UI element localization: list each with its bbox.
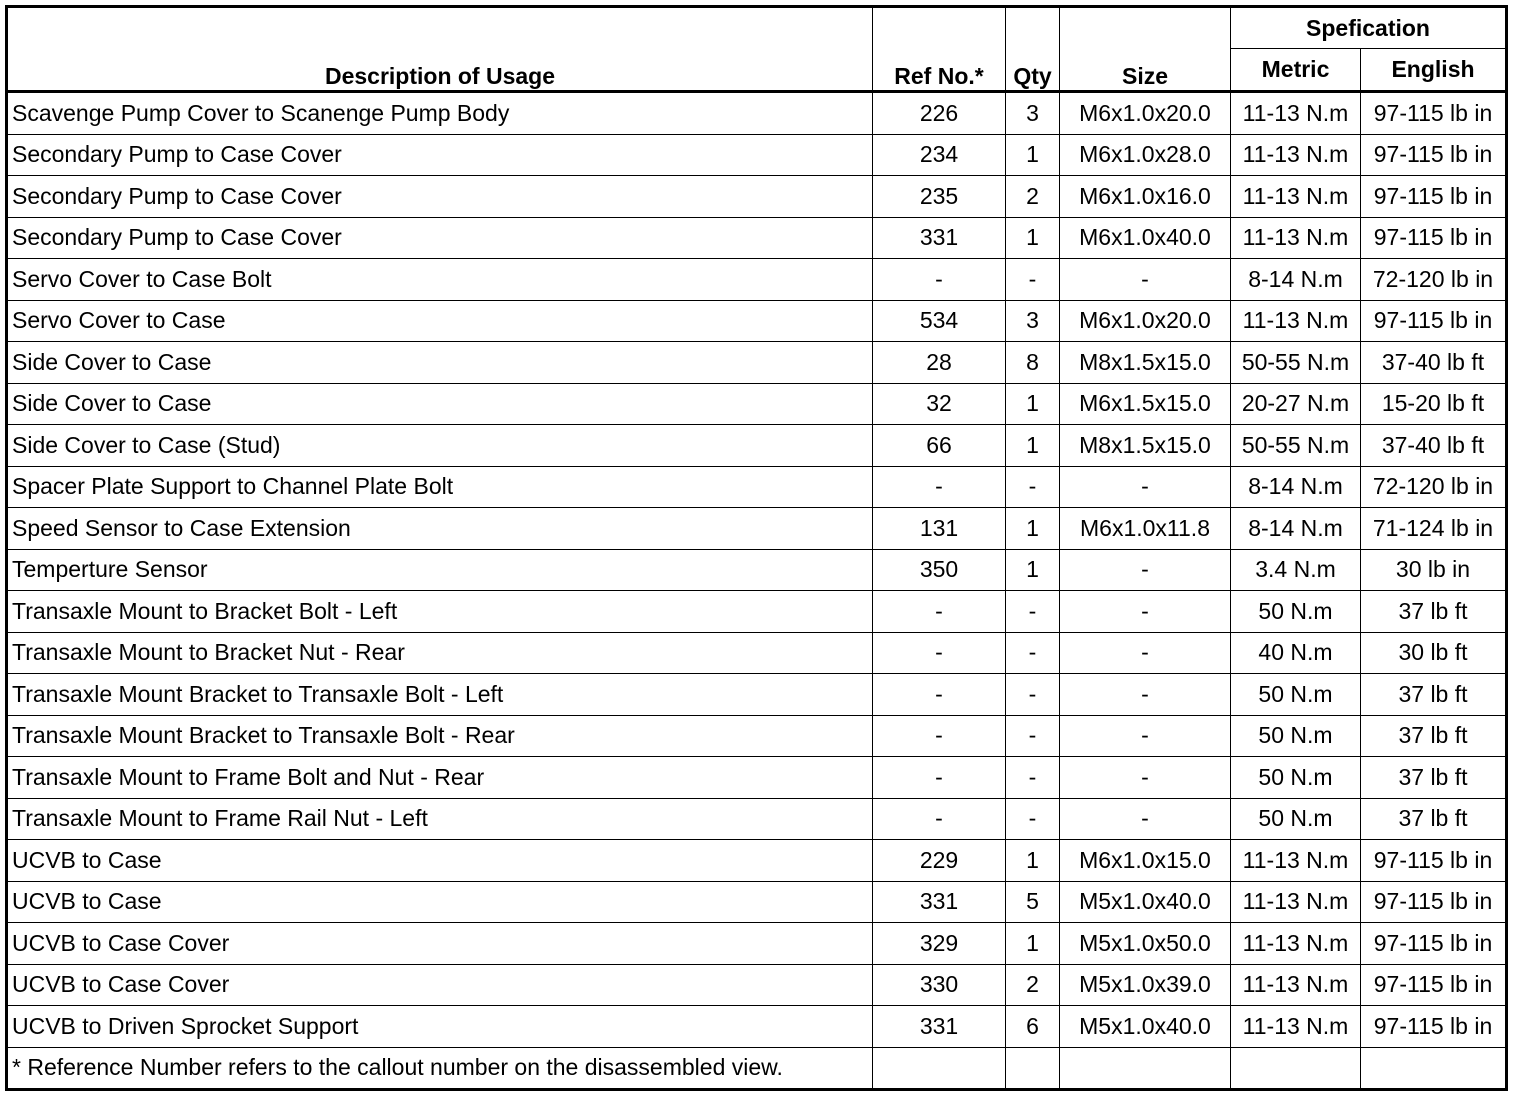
cell-qty: 2 [1006,176,1060,218]
table-row [7,923,1507,965]
cell-metric: 3.4 N.m [1231,549,1361,591]
cell-english: 71-124 lb in [1361,508,1507,550]
cell-qty: 8 [1006,342,1060,384]
table-row [7,1006,1507,1048]
cell-ref-no: - [873,674,1006,716]
cell-english: 37 lb ft [1361,798,1507,840]
cell-size: M5x1.0x40.0 [1060,881,1231,923]
cell-english: 97-115 lb in [1361,300,1507,342]
cell-size: M6x1.0x28.0 [1060,134,1231,176]
cell-ref-no: 235 [873,176,1006,218]
cell-ref-no: 329 [873,923,1006,965]
cell-size: M8x1.5x15.0 [1060,342,1231,384]
cell-qty: 6 [1006,1006,1060,1048]
cell-qty: - [1006,798,1060,840]
cell-qty: 1 [1006,383,1060,425]
cell-ref-no: 234 [873,134,1006,176]
cell-english: 72-120 lb in [1361,259,1507,301]
cell-qty: - [1006,715,1060,757]
cell-english: 37 lb ft [1361,591,1507,633]
cell-metric: 8-14 N.m [1231,508,1361,550]
cell-qty: 1 [1006,508,1060,550]
table-row [7,591,1507,633]
cell-english: 97-115 lb in [1361,840,1507,882]
table-row [7,964,1507,1006]
cell-description: Transaxle Mount Bracket to Transaxle Bolt - Left [7,674,873,716]
cell-ref-no: 226 [873,92,1006,135]
cell-size: M5x1.0x40.0 [1060,1006,1231,1048]
cell-english: 37 lb ft [1361,674,1507,716]
cell-ref-no: 28 [873,342,1006,384]
table-row [7,92,1507,135]
table-row [7,425,1507,467]
cell-ref-no: 131 [873,508,1006,550]
cell-description: Scavenge Pump Cover to Scanenge Pump Body [7,92,873,135]
cell-english: 30 lb in [1361,549,1507,591]
cell-qty: - [1006,674,1060,716]
cell-ref-no: - [873,466,1006,508]
table-row [7,259,1507,301]
header-qty: Qty [1006,7,1060,92]
cell-qty: - [1006,591,1060,633]
cell-size: M6x1.0x20.0 [1060,300,1231,342]
cell-ref-no: 331 [873,217,1006,259]
table-row [7,840,1507,882]
footnote-row [7,1047,1507,1089]
cell-metric: 11-13 N.m [1231,964,1361,1006]
cell-size: - [1060,591,1231,633]
empty-cell [1231,1047,1361,1089]
cell-ref-no: - [873,632,1006,674]
table-row [7,715,1507,757]
footnote: * Reference Number refers to the callout number on the disassembled view. [7,1047,873,1089]
cell-ref-no: - [873,591,1006,633]
cell-size: M6x1.0x15.0 [1060,840,1231,882]
empty-cell [1361,1047,1507,1089]
cell-description: Servo Cover to Case [7,300,873,342]
cell-ref-no: - [873,715,1006,757]
cell-size: - [1060,757,1231,799]
cell-metric: 11-13 N.m [1231,923,1361,965]
cell-metric: 8-14 N.m [1231,259,1361,301]
table-row [7,798,1507,840]
cell-ref-no: 32 [873,383,1006,425]
cell-qty: 3 [1006,300,1060,342]
empty-cell [1060,1047,1231,1089]
cell-english: 37 lb ft [1361,715,1507,757]
cell-ref-no: 350 [873,549,1006,591]
cell-metric: 11-13 N.m [1231,840,1361,882]
cell-english: 30 lb ft [1361,632,1507,674]
cell-description: Transaxle Mount to Frame Rail Nut - Left [7,798,873,840]
table-row [7,176,1507,218]
cell-ref-no: 229 [873,840,1006,882]
cell-qty: - [1006,466,1060,508]
cell-size: - [1060,549,1231,591]
cell-ref-no: - [873,798,1006,840]
cell-description: Secondary Pump to Case Cover [7,176,873,218]
table-row [7,508,1507,550]
table-header [7,7,1507,92]
table-row [7,632,1507,674]
cell-ref-no: - [873,259,1006,301]
cell-metric: 20-27 N.m [1231,383,1361,425]
table-row [7,674,1507,716]
cell-english: 72-120 lb in [1361,466,1507,508]
cell-metric: 50 N.m [1231,798,1361,840]
header-specification: Spefication [1231,7,1507,49]
cell-ref-no: 330 [873,964,1006,1006]
cell-english: 97-115 lb in [1361,217,1507,259]
cell-english: 37-40 lb ft [1361,342,1507,384]
table-row [7,549,1507,591]
cell-description: Transaxle Mount to Bracket Nut - Rear [7,632,873,674]
cell-metric: 11-13 N.m [1231,134,1361,176]
cell-english: 97-115 lb in [1361,1006,1507,1048]
cell-size: - [1060,466,1231,508]
cell-ref-no: 331 [873,1006,1006,1048]
cell-size: - [1060,674,1231,716]
cell-qty: 5 [1006,881,1060,923]
cell-size: - [1060,259,1231,301]
cell-size: M6x1.0x20.0 [1060,92,1231,135]
cell-size: - [1060,798,1231,840]
cell-description: Secondary Pump to Case Cover [7,217,873,259]
cell-metric: 50 N.m [1231,591,1361,633]
table-row [7,466,1507,508]
table-row [7,881,1507,923]
cell-description: UCVB to Case Cover [7,964,873,1006]
cell-qty: 1 [1006,923,1060,965]
cell-qty: 1 [1006,217,1060,259]
cell-size: M6x1.0x11.8 [1060,508,1231,550]
cell-description: Transaxle Mount to Frame Bolt and Nut - Rear [7,757,873,799]
cell-qty: - [1006,757,1060,799]
cell-metric: 50 N.m [1231,757,1361,799]
cell-metric: 11-13 N.m [1231,881,1361,923]
cell-metric: 11-13 N.m [1231,217,1361,259]
cell-english: 37-40 lb ft [1361,425,1507,467]
cell-size: M6x1.0x40.0 [1060,217,1231,259]
cell-qty: 1 [1006,549,1060,591]
cell-ref-no: 534 [873,300,1006,342]
table-body [7,92,1507,1048]
cell-metric: 8-14 N.m [1231,466,1361,508]
cell-size: - [1060,715,1231,757]
cell-metric: 50 N.m [1231,674,1361,716]
cell-english: 97-115 lb in [1361,964,1507,1006]
cell-qty: - [1006,632,1060,674]
empty-cell [1006,1047,1060,1089]
empty-cell [873,1047,1006,1089]
table-row [7,757,1507,799]
table-row [7,342,1507,384]
table-row [7,383,1507,425]
cell-metric: 11-13 N.m [1231,92,1361,135]
header-english: English [1361,49,1507,92]
cell-ref-no: 331 [873,881,1006,923]
cell-description: Side Cover to Case (Stud) [7,425,873,467]
cell-metric: 40 N.m [1231,632,1361,674]
cell-size: M6x1.0x16.0 [1060,176,1231,218]
table-row [7,134,1507,176]
table-row [7,300,1507,342]
header-description: Description of Usage [7,7,873,92]
cell-description: Spacer Plate Support to Channel Plate Bolt [7,466,873,508]
cell-size: M8x1.5x15.0 [1060,425,1231,467]
cell-size: M6x1.5x15.0 [1060,383,1231,425]
cell-qty: 1 [1006,134,1060,176]
header-ref-no: Ref No.* [873,7,1006,92]
cell-qty: - [1006,259,1060,301]
cell-description: Side Cover to Case [7,383,873,425]
cell-description: Transaxle Mount Bracket to Transaxle Bolt - Rear [7,715,873,757]
cell-qty: 1 [1006,425,1060,467]
cell-english: 97-115 lb in [1361,176,1507,218]
table-row [7,217,1507,259]
cell-english: 97-115 lb in [1361,92,1507,135]
cell-ref-no: - [873,757,1006,799]
torque-specification-table [5,5,1508,1091]
cell-description: UCVB to Driven Sprocket Support [7,1006,873,1048]
header-metric: Metric [1231,49,1361,92]
cell-description: Servo Cover to Case Bolt [7,259,873,301]
cell-english: 37 lb ft [1361,757,1507,799]
cell-size: M5x1.0x39.0 [1060,964,1231,1006]
cell-english: 97-115 lb in [1361,881,1507,923]
cell-qty: 3 [1006,92,1060,135]
cell-description: Temperture Sensor [7,549,873,591]
cell-description: Secondary Pump to Case Cover [7,134,873,176]
cell-description: Speed Sensor to Case Extension [7,508,873,550]
cell-description: UCVB to Case [7,881,873,923]
cell-english: 97-115 lb in [1361,923,1507,965]
cell-description: Side Cover to Case [7,342,873,384]
cell-english: 15-20 lb ft [1361,383,1507,425]
cell-description: UCVB to Case [7,840,873,882]
cell-qty: 2 [1006,964,1060,1006]
cell-metric: 11-13 N.m [1231,176,1361,218]
cell-description: UCVB to Case Cover [7,923,873,965]
cell-english: 97-115 lb in [1361,134,1507,176]
cell-size: - [1060,632,1231,674]
cell-metric: 50-55 N.m [1231,425,1361,467]
cell-metric: 50 N.m [1231,715,1361,757]
cell-metric: 11-13 N.m [1231,300,1361,342]
cell-description: Transaxle Mount to Bracket Bolt - Left [7,591,873,633]
cell-metric: 50-55 N.m [1231,342,1361,384]
cell-qty: 1 [1006,840,1060,882]
cell-size: M5x1.0x50.0 [1060,923,1231,965]
header-size: Size [1060,7,1231,92]
cell-ref-no: 66 [873,425,1006,467]
cell-metric: 11-13 N.m [1231,1006,1361,1048]
